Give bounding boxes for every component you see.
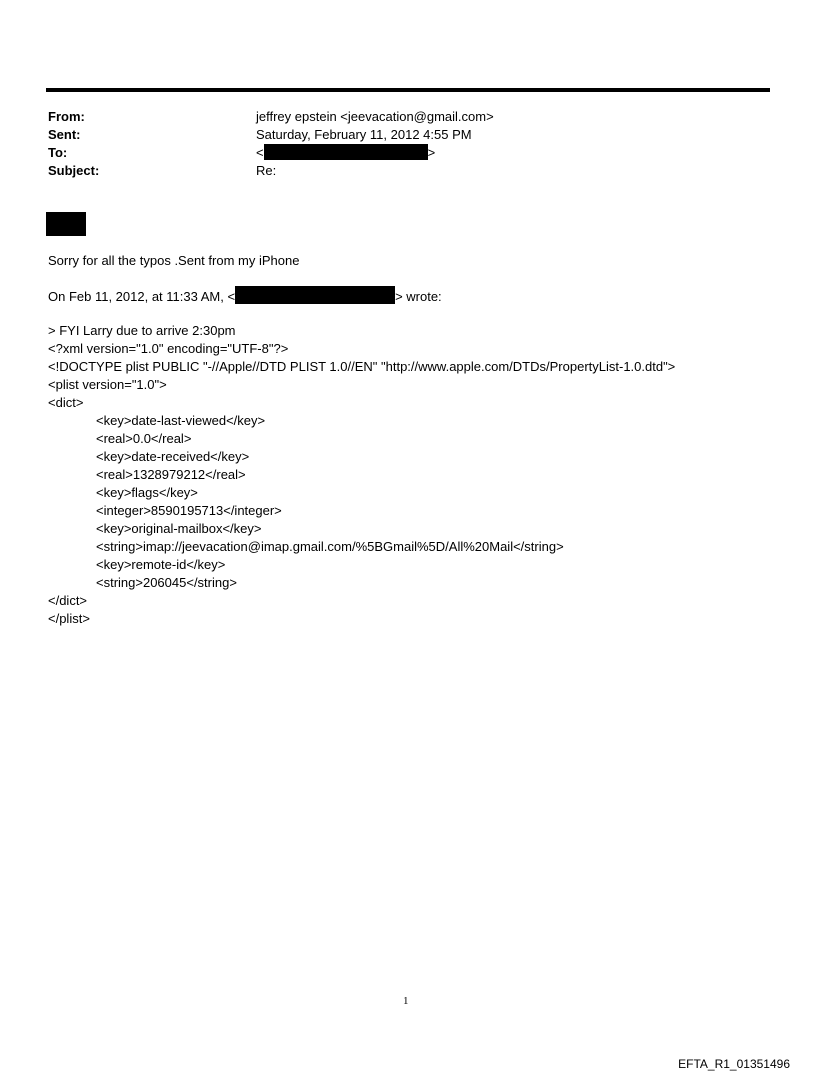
plist-line: <key>original-mailbox</key> bbox=[96, 521, 262, 536]
plist-line: > FYI Larry due to arrive 2:30pm bbox=[48, 323, 236, 338]
plist-line: <real>1328979212</real> bbox=[96, 467, 246, 482]
from-label: From: bbox=[48, 109, 85, 124]
email-header bbox=[48, 108, 748, 180]
plist-line: <?xml version="1.0" encoding="UTF-8"?> bbox=[48, 341, 289, 356]
plist-line: <key>date-last-viewed</key> bbox=[96, 413, 266, 428]
from-row bbox=[48, 108, 748, 126]
plist-line: <key>remote-id</key> bbox=[96, 557, 226, 572]
quote-prefix: On Feb 11, 2012, at 11:33 AM, < bbox=[48, 289, 236, 304]
plist-line: <string>imap://jeevacation@imap.gmail.com/%5BGmail%5D/All%20Mail</string> bbox=[96, 539, 564, 554]
from-value: jeffrey epstein <jeevacation@gmail.com> bbox=[256, 109, 494, 124]
plist-line: </dict> bbox=[48, 593, 88, 608]
page-number: 1 bbox=[403, 995, 409, 1007]
plist-line: <integer>8590195713</integer> bbox=[96, 503, 282, 518]
plist-line: <string>206045</string> bbox=[96, 575, 237, 590]
plist-line: <!DOCTYPE plist PUBLIC "-//Apple//DTD PLIST 1.0//EN" "http://www.apple.com/DTDs/PropertyList-1.0.dtd"> bbox=[48, 359, 676, 374]
plist-line: </plist> bbox=[48, 611, 90, 626]
to-value bbox=[256, 144, 435, 162]
plist-line: <key>date-received</key> bbox=[96, 449, 250, 464]
plist-line: <key>flags</key> bbox=[96, 485, 198, 500]
sent-label: Sent: bbox=[48, 127, 81, 142]
subject-label: Subject: bbox=[48, 163, 100, 178]
plist-line: <real>0.0</real> bbox=[96, 431, 192, 446]
redaction-box bbox=[264, 144, 428, 160]
quoted-message bbox=[48, 322, 675, 628]
quote-suffix: > wrote: bbox=[395, 289, 442, 304]
sent-value: Saturday, February 11, 2012 4:55 PM bbox=[256, 127, 472, 142]
to-prefix: < bbox=[256, 145, 264, 160]
sent-row bbox=[48, 126, 748, 144]
bates-number: EFTA_R1_01351496 bbox=[678, 1057, 790, 1071]
to-row bbox=[48, 144, 748, 162]
subject-row bbox=[48, 162, 748, 180]
subject-value: Re: bbox=[256, 163, 277, 178]
plist-line: <dict> bbox=[48, 395, 84, 410]
plist-line: <plist version="1.0"> bbox=[48, 377, 167, 392]
quote-attribution bbox=[48, 286, 442, 306]
to-label: To: bbox=[48, 145, 68, 160]
to-suffix: > bbox=[427, 145, 436, 160]
redaction-box bbox=[235, 286, 395, 304]
header-rule bbox=[46, 88, 770, 92]
body-line: Sorry for all the typos .Sent from my iPhone bbox=[48, 253, 300, 268]
redaction-box bbox=[46, 212, 86, 236]
